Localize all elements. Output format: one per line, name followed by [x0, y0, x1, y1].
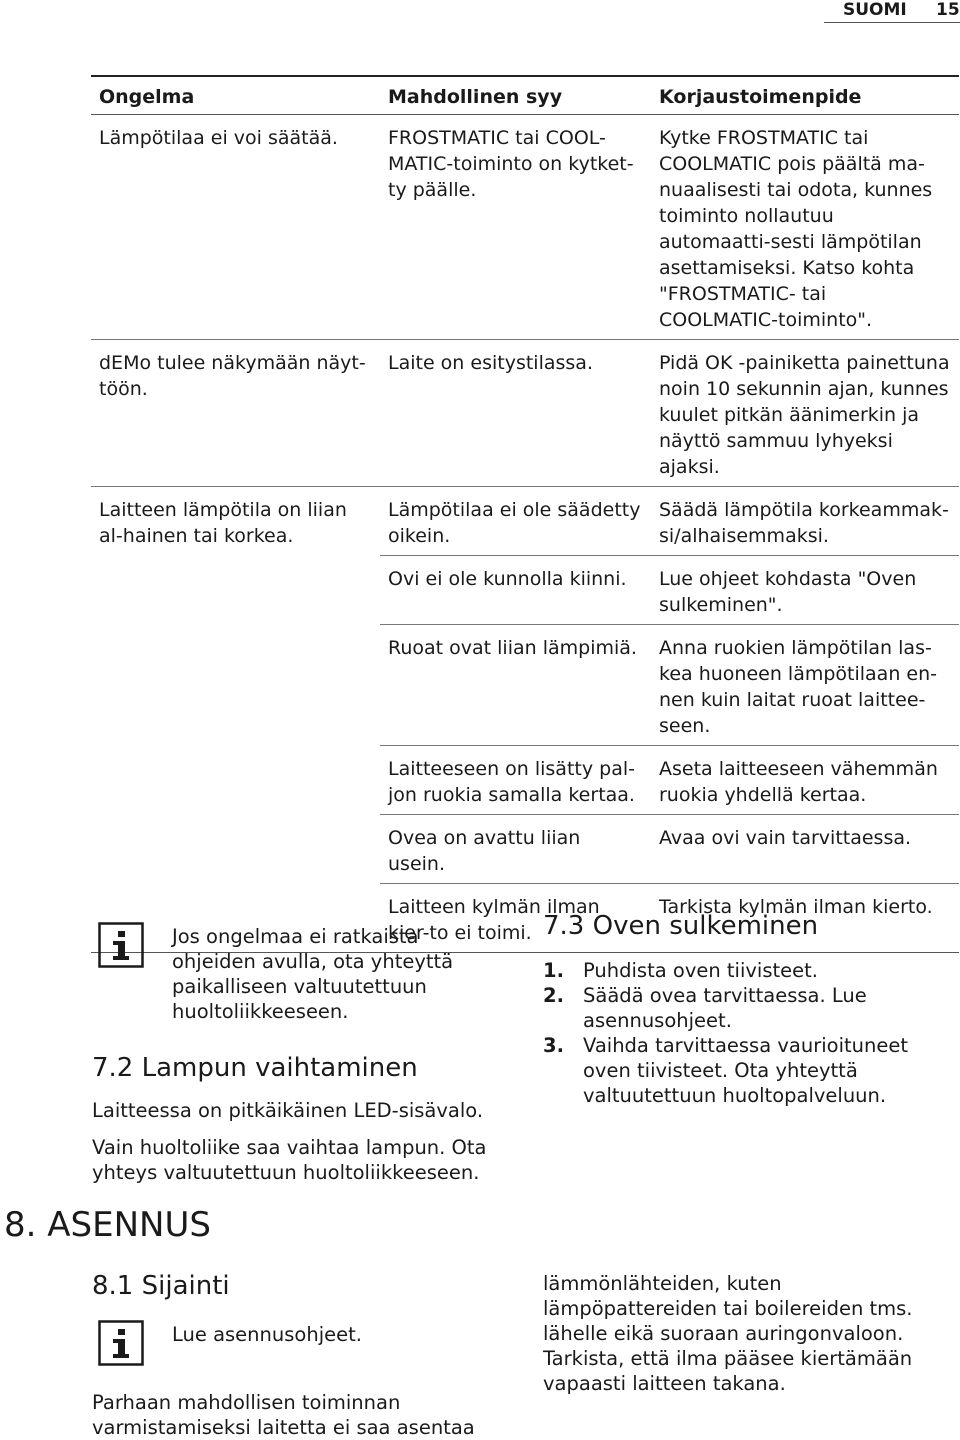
cause-cell: Ovea on avattu liian usein. [380, 815, 651, 884]
steps-list [543, 958, 943, 1108]
list-item [543, 983, 943, 1033]
action-cell: Tarkista kylmän ilman kierto. [651, 884, 959, 953]
step-number: 2. [543, 984, 564, 1007]
info-note-text: Jos ongelmaa ei ratkaista ohjeiden avulla, ota yhteyttä paikalliseen valtuutettuun huoltoliikkeeseen. [172, 925, 454, 1023]
header-rule [824, 22, 960, 23]
action-cell: Lue ohjeet kohdasta "Oven sulkeminen". [651, 556, 959, 625]
table-row [91, 115, 959, 340]
action-cell: Aseta laitteeseen vähemmän ruokia yhdellä kertaa. [651, 746, 959, 815]
table-row [91, 340, 959, 487]
column-header-problem: Ongelma [91, 76, 380, 115]
paragraph: Parhaan mahdollisen toiminnan varmistamiseksi laitetta ei saa asentaa [92, 1391, 475, 1439]
column-header-cause: Mahdollinen syy [380, 76, 651, 115]
cause-cell: Ovi ei ole kunnolla kiinni. [380, 556, 651, 625]
action-cell: Kytke FROSTMATIC tai COOLMATIC pois päältä ma-nuaalisesti tai odota, kunnes toiminto nollautuu automaatti-sesti lämpötilan asettamiseksi. Katso kohta "FROSTMATIC- tai COOLMATIC-toiminto". [659, 127, 933, 331]
problem-cell: dEMo tulee näkymään näyt-töön. [91, 340, 380, 487]
action-cell: Avaa ovi vain tarvittaessa. [651, 815, 959, 884]
chapter-heading-8: 8. ASENNUS [4, 1205, 211, 1245]
action-cell: Pidä OK -painiketta painettuna noin 10 sekunnin ajan, kunnes kuulet pitkän äänimerkin ja näyttö sammuu lyhyeksi ajaksi. [651, 340, 959, 487]
problem-cell [91, 625, 380, 746]
step-number: 1. [543, 959, 564, 982]
troubleshooting-table [91, 75, 959, 953]
info-icon [98, 1320, 144, 1366]
problem-cell [91, 556, 380, 625]
column-header-action: Korjaustoimenpide [651, 76, 959, 115]
step-text: Säädä ovea tarvittaessa. Lue asennusohjeet. [583, 984, 867, 1032]
list-item [543, 1033, 943, 1108]
problem-cell: Laitteen lämpötila on liian al-hainen tai korkea. [91, 487, 380, 556]
problem-cell [91, 815, 380, 884]
table-row [91, 487, 959, 556]
step-text: Vaihda tarvittaessa vaurioituneet oven tiivisteet. Ota yhteyttä valtuutettuun huoltopalveluun. [583, 1034, 908, 1107]
step-number: 3. [543, 1034, 564, 1057]
paragraph: Vain huoltoliike saa vaihtaa lampun. Ota yhteys valtuutettuun huoltoliikkeeseen. [92, 1136, 487, 1184]
table-row [91, 625, 959, 746]
info-icon [98, 922, 144, 968]
section-heading-7-2: 7.2 Lampun vaihtaminen [92, 1053, 418, 1083]
table-row [91, 746, 959, 815]
table-header-row [91, 76, 959, 115]
action-cell: Säädä lämpötila korkeammak-si/alhaisemmaksi. [651, 487, 959, 556]
problem-cell [91, 746, 380, 815]
step-text: Puhdista oven tiivisteet. [583, 959, 818, 982]
page-number: 15 [936, 0, 960, 20]
table-row [91, 556, 959, 625]
cause-cell: Laite on esitystilassa. [380, 340, 651, 487]
action-cell: Anna ruokien lämpötilan las-kea huoneen lämpötilaan en-nen kuin laitat ruoat laittee-seen. [651, 625, 959, 746]
page-header [0, 0, 960, 28]
section-heading-7-3: 7.3 Oven sulkeminen [543, 911, 819, 941]
paragraph: lämmönlähteiden, kuten lämpöpattereiden tai boilereiden tms. lähelle eikä suoraan auringonvaloon. Tarkista, että ilma pääsee kiertämään vapaasti laitteen takana. [543, 1272, 913, 1395]
info-note-text: Lue asennusohjeet. [172, 1323, 362, 1346]
cause-cell: Ruoat ovat liian lämpimiä. [380, 625, 651, 746]
problem-cell: Lämpötilaa ei voi säätää. [99, 127, 338, 149]
cause-cell: Laitteen kylmän ilman kier-to ei toimi. [380, 884, 651, 953]
section-heading-8-1: 8.1 Sijainti [92, 1271, 230, 1301]
cause-cell: Laitteeseen on lisätty pal-jon ruokia samalla kertaa. [380, 746, 651, 815]
language-label: SUOMI [843, 0, 907, 20]
cause-cell: FROSTMATIC tai COOL-MATIC-toiminto on kytket-ty päälle. [388, 127, 634, 201]
list-item [543, 958, 943, 983]
cause-cell: Lämpötilaa ei ole säädetty oikein. [380, 487, 651, 556]
table-row [91, 815, 959, 884]
paragraph: Laitteessa on pitkäikäinen LED-sisävalo. [92, 1099, 484, 1122]
